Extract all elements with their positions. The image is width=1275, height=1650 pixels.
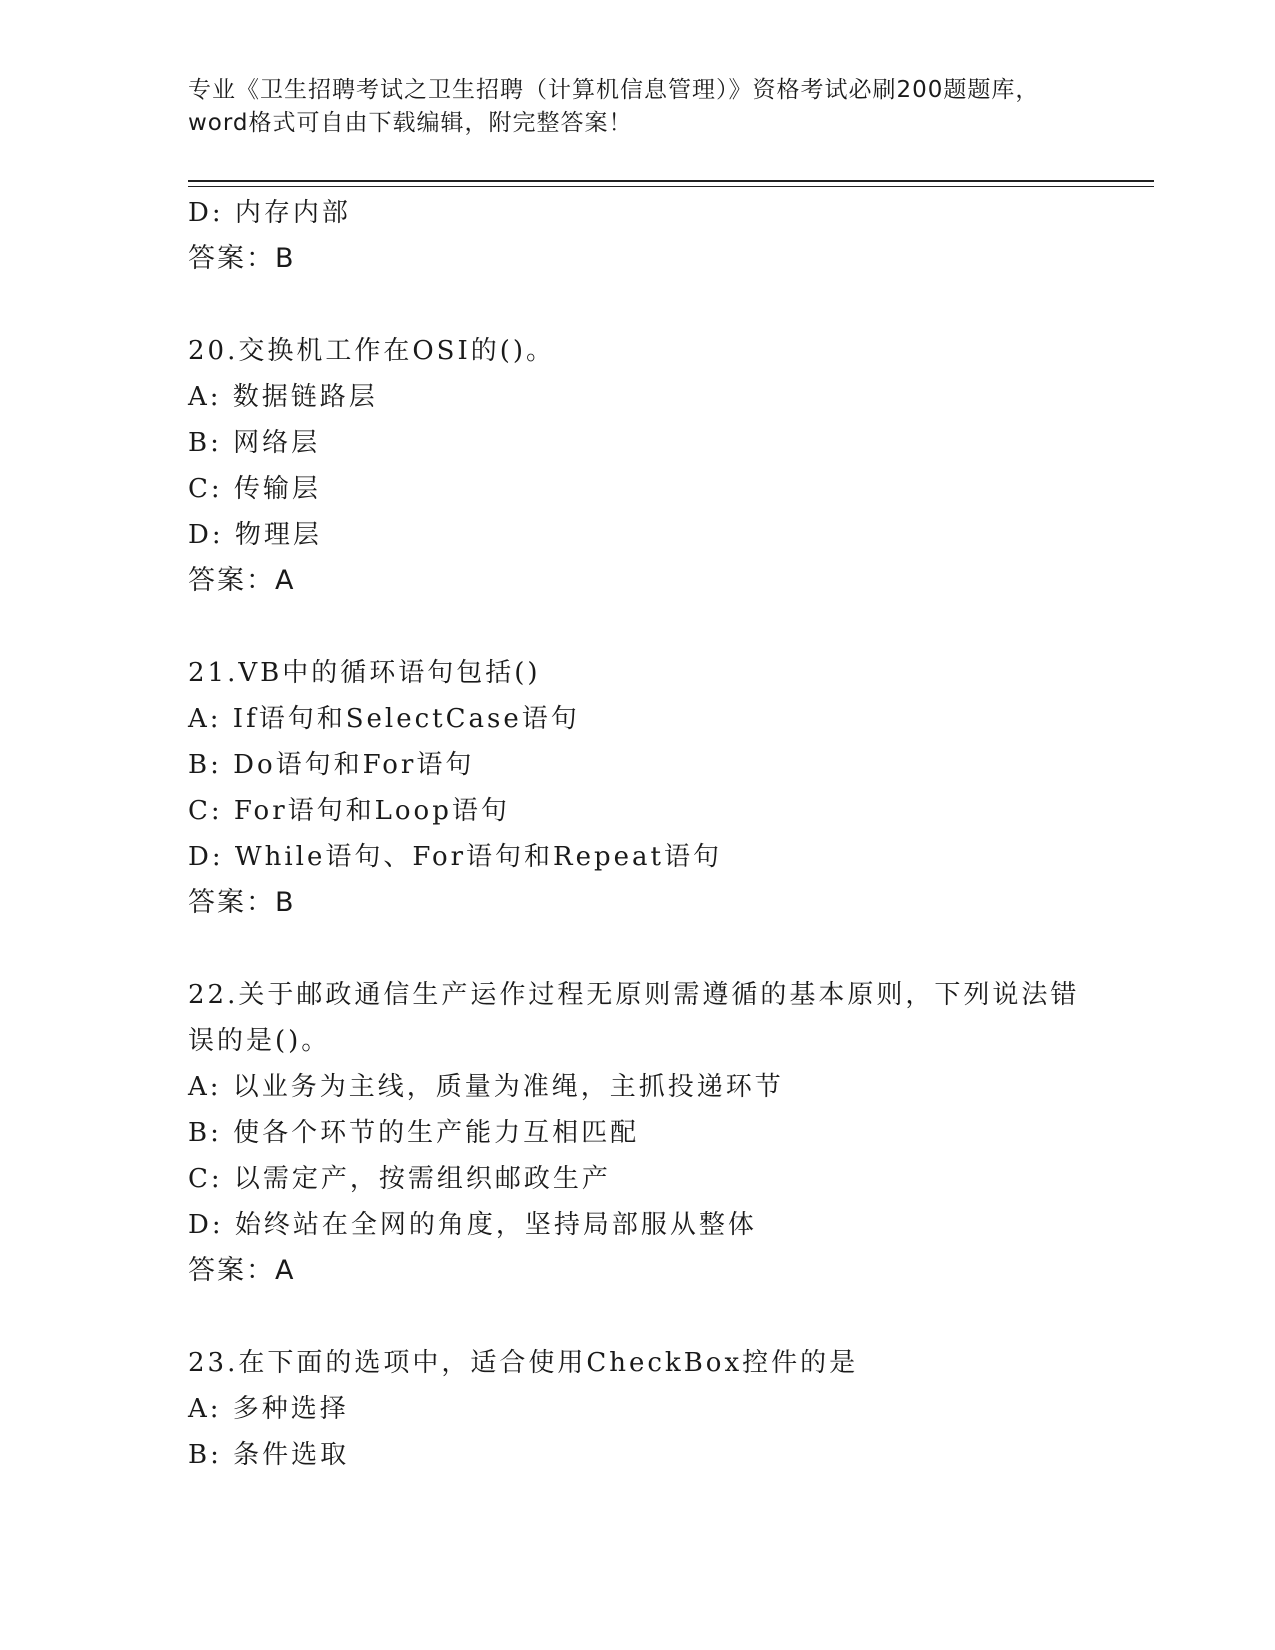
option-a: A: If语句和SelectCase语句 xyxy=(188,704,580,734)
option-b: B: Do语句和For语句 xyxy=(188,750,475,780)
option-d: D: 物理层 xyxy=(188,520,322,550)
spacer xyxy=(188,604,1088,650)
answer-label: 答案：A xyxy=(188,565,296,596)
option-d: D: 内存内部 xyxy=(188,198,351,228)
option-d: D: While语句、For语句和Repeat语句 xyxy=(188,842,722,872)
question-text: 21.VB中的循环语句包括() xyxy=(188,658,541,688)
answer-label: 答案：A xyxy=(188,1255,296,1286)
option-a: A: 多种选择 xyxy=(188,1394,349,1424)
question-20 xyxy=(188,328,1088,604)
header-line-1: 专业《卫生招聘考试之卫生招聘（计算机信息管理）》资格考试必刷200题题库， xyxy=(188,77,1040,103)
spacer xyxy=(188,926,1088,972)
option-c: C: For语句和Loop语句 xyxy=(188,796,510,826)
spacer xyxy=(188,282,1088,328)
answer-label: 答案：B xyxy=(188,243,296,274)
option-c: C: 以需定产，按需组织邮政生产 xyxy=(188,1164,611,1194)
header-divider-thick xyxy=(188,180,1154,182)
option-a: A: 以业务为主线，质量为准绳，主抓投递环节 xyxy=(188,1072,784,1102)
option-c: C: 传输层 xyxy=(188,474,321,504)
question-21 xyxy=(188,650,1088,926)
question-23 xyxy=(188,1340,1088,1478)
question-text: 20.交换机工作在OSI的()。 xyxy=(188,336,556,366)
question-list xyxy=(188,190,1088,1478)
option-b: B: 条件选取 xyxy=(188,1440,350,1470)
question-text: 23.在下面的选项中，适合使用CheckBox控件的是 xyxy=(188,1348,859,1378)
option-b: B: 网络层 xyxy=(188,428,321,458)
header-divider-thin xyxy=(188,186,1154,187)
question-text-line-2: 误的是()。 xyxy=(188,1026,331,1056)
option-d: D: 始终站在全网的角度，坚持局部服从整体 xyxy=(188,1210,757,1240)
option-b: B: 使各个环节的生产能力互相匹配 xyxy=(188,1118,640,1148)
option-a: A: 数据链路层 xyxy=(188,382,378,412)
header-line-2: word格式可自由下载编辑，附完整答案！ xyxy=(188,110,633,136)
answer-label: 答案：B xyxy=(188,887,296,918)
prev-question-tail xyxy=(188,190,1088,282)
document-header xyxy=(188,74,1088,140)
spacer xyxy=(188,1294,1088,1340)
question-text-line-1: 22.关于邮政通信生产运作过程无原则需遵循的基本原则，下列说法错 xyxy=(188,980,1080,1010)
question-22 xyxy=(188,972,1088,1294)
